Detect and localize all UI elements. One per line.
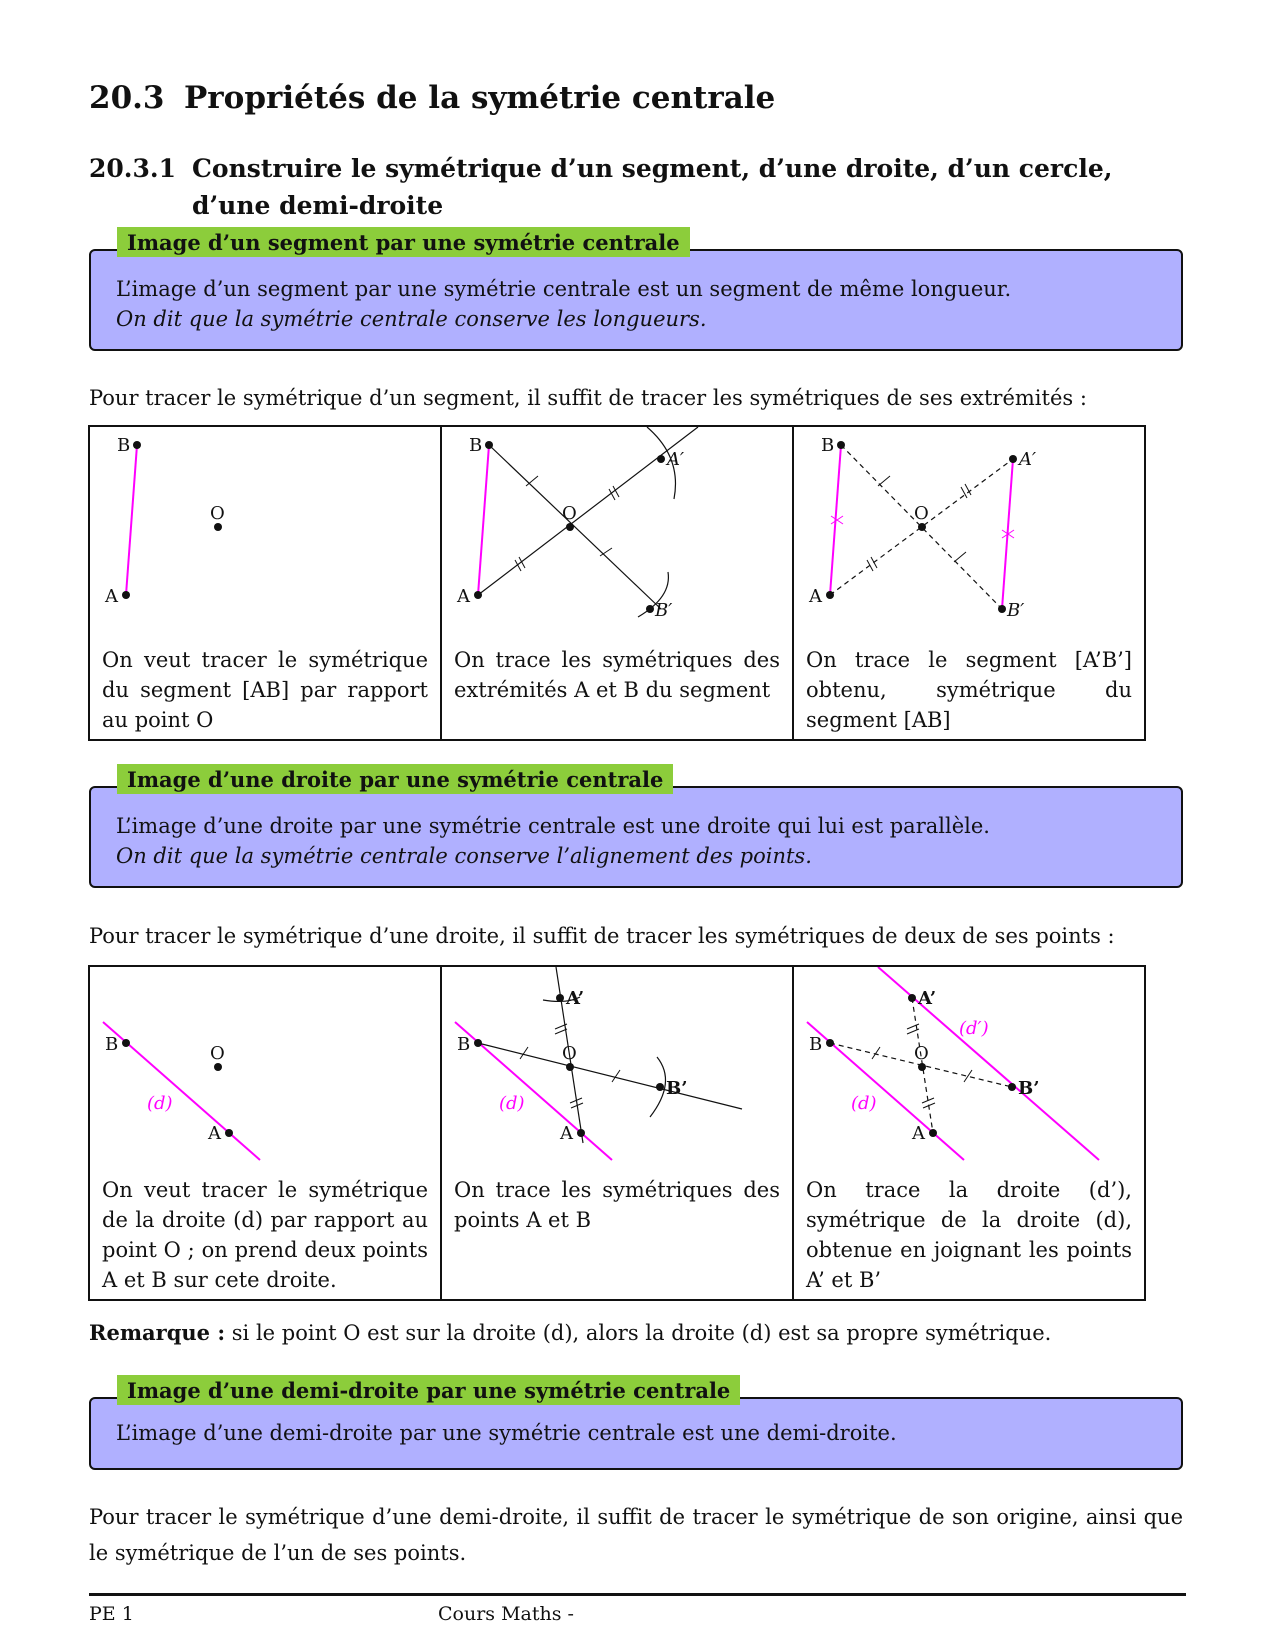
property-statement: L’image d’un segment par une symétrie centrale est un segment de même longueur. [116, 277, 1012, 301]
tick-mark [871, 557, 877, 568]
property-title-ray: Image d’une demi-droite par une symétrie centrale [117, 1375, 740, 1405]
property-italic-note: On dit que la symétrie centrale conserve l’alignement des points. [116, 844, 812, 868]
label-a-prime: A’ [566, 988, 585, 1009]
label-b: B [117, 435, 131, 456]
property-title-line: Image d’une droite par une symétrie centrale [117, 764, 673, 794]
point-a-prime [657, 455, 665, 463]
figure-cell [793, 966, 1145, 1300]
point-a [826, 591, 834, 599]
remark-text: si le point O est sur la droite (d), alors la droite (d) est sa propre symétrique. [231, 1321, 1052, 1345]
figure-segment-step1 [90, 427, 440, 637]
point-o [918, 1063, 926, 1071]
property-statement: L’image d’une demi-droite par une symétrie centrale est une demi-droite. [116, 1421, 897, 1445]
point-a [225, 1129, 233, 1137]
subsection-number: 20.3.1 [89, 154, 176, 183]
figure-line-step2 [442, 967, 792, 1167]
section-title: Propriétés de la symétrie centrale [184, 80, 776, 116]
point-b [474, 1039, 482, 1047]
figure-cell [441, 966, 793, 1300]
footer-left: PE 1 [89, 1603, 134, 1625]
property-title-segment: Image d’un segment par une symétrie centrale [117, 227, 690, 257]
label-o: O [562, 503, 577, 524]
point-b-prime [656, 1083, 664, 1091]
point-a [122, 591, 130, 599]
point-b [485, 441, 493, 449]
label-b: B [105, 1034, 119, 1055]
tick-mark [526, 476, 538, 486]
property-text [116, 274, 1011, 334]
remark [89, 1320, 1051, 1345]
point-a [577, 1129, 585, 1137]
figure-segment-step2 [442, 427, 792, 637]
point-a-prime [1009, 455, 1017, 463]
label-a: A [208, 1123, 221, 1144]
footer-divider [89, 1593, 1186, 1596]
tick-mark [555, 1029, 567, 1034]
tick-mark [907, 1029, 919, 1034]
construction-line-bb [489, 445, 661, 609]
label-b: B [457, 1034, 471, 1055]
label-b: B [809, 1034, 823, 1055]
point-b-prime [998, 605, 1006, 613]
point-b [133, 441, 141, 449]
point-b [826, 1039, 834, 1047]
label-b: B [469, 435, 483, 456]
label-b-prime: B’ [666, 1078, 688, 1099]
label-o: O [210, 1043, 225, 1064]
caption: On trace le segment [A’B’] obtenu, symétrique du segment [AB] [806, 648, 1132, 732]
property-box-segment [89, 249, 1183, 351]
segment-ab [126, 445, 137, 595]
tick-mark [867, 560, 873, 571]
point-b [122, 1039, 130, 1047]
point-o [566, 523, 574, 531]
point-a [929, 1129, 937, 1137]
caption: On veut tracer le symétrique du segment [AB] par rapport au point O [102, 648, 428, 732]
tick-mark [520, 1047, 528, 1059]
point-a-prime [908, 994, 916, 1002]
figure-table-line [88, 965, 1146, 1301]
paragraph-ray: Pour tracer le symétrique d’une demi-droite, il suffit de tracer le symétrique de son origine, ainsi que le symétrique de l’un de ses points. [89, 1505, 1183, 1565]
point-b-prime [646, 605, 654, 613]
label-a-prime: A′ [667, 449, 685, 470]
remark-label: Remarque : [89, 1320, 226, 1345]
label-o: O [562, 1043, 577, 1064]
label-d: (d) [851, 1093, 877, 1114]
point-b [837, 441, 845, 449]
caption: On trace la droite (d’), symétrique de la droite (d), obtenue en joignant les points A’ et B’ [806, 1178, 1132, 1292]
point-b-prime [1008, 1083, 1016, 1091]
label-d: (d) [499, 1093, 525, 1114]
property-italic-note: On dit que la symétrie centrale conserve les longueurs. [116, 307, 707, 331]
paragraph-line: Pour tracer le symétrique d’une droite, il suffit de tracer les symétriques de deux de ses points : [89, 924, 1115, 948]
label-a: A [809, 586, 822, 607]
tick-mark [872, 1047, 880, 1059]
property-box-line [89, 786, 1183, 888]
footer-center: Cours Maths - [438, 1603, 574, 1625]
caption: On veut tracer le symétrique de la droite (d) par rapport au point O ; on prend deux points A et B sur cete droite. [102, 1178, 428, 1292]
figure-line-step1 [90, 967, 440, 1167]
tick-mark [954, 552, 966, 562]
point-o [566, 1063, 574, 1071]
figure-line-step3 [794, 967, 1144, 1167]
label-a-prime: A′ [1019, 449, 1037, 470]
label-b: B [821, 435, 835, 456]
figure-cell [89, 966, 441, 1300]
figure-segment-step3 [794, 427, 1144, 637]
label-o: O [914, 503, 929, 524]
construction-line-aa [478, 427, 698, 595]
property-text [116, 1418, 897, 1448]
figure-table-segment [88, 425, 1146, 741]
label-d: (d) [147, 1093, 173, 1114]
figure-cell [441, 426, 793, 740]
label-a: A [560, 1123, 573, 1144]
property-box-ray [89, 1397, 1183, 1470]
figure-cell [89, 426, 441, 740]
tick-mark [878, 476, 890, 486]
label-a: A [105, 586, 118, 607]
point-o [214, 1063, 222, 1071]
point-a [474, 591, 482, 599]
tick-mark [965, 484, 971, 495]
label-b-prime: B′ [655, 600, 673, 621]
point-o [214, 523, 222, 531]
label-d-prime: (d′) [959, 1018, 989, 1039]
point-o [918, 523, 926, 531]
section-heading [89, 80, 775, 116]
section-number: 20.3 [89, 80, 165, 116]
label-o: O [210, 503, 225, 524]
segment-ab [830, 445, 841, 595]
segment-ab [478, 445, 489, 595]
subsection-title: Construire le symétrique d’un segment, d’une droite, d’un cercle, d’une demi-droite [192, 154, 1113, 220]
label-a-prime: A’ [918, 988, 937, 1009]
label-b-prime: B′ [1007, 600, 1025, 621]
figure-cell [793, 426, 1145, 740]
paragraph-segment: Pour tracer le symétrique d’un segment, il suffit de tracer les symétriques de ses extrémités : [89, 386, 1087, 410]
property-statement: L’image d’une droite par une symétrie centrale est une droite qui lui est parallèle. [116, 814, 990, 838]
property-text [116, 811, 990, 871]
tick-mark [612, 1070, 620, 1082]
caption: On trace les symétriques des extrémités A et B du segment [454, 648, 780, 702]
caption: On trace les symétriques des points A et B [454, 1178, 780, 1232]
label-o: O [914, 1043, 929, 1064]
label-a: A [457, 586, 470, 607]
point-a-prime [556, 994, 564, 1002]
subsection-heading [89, 150, 1189, 224]
label-b-prime: B’ [1018, 1078, 1040, 1099]
label-a: A [912, 1123, 925, 1144]
